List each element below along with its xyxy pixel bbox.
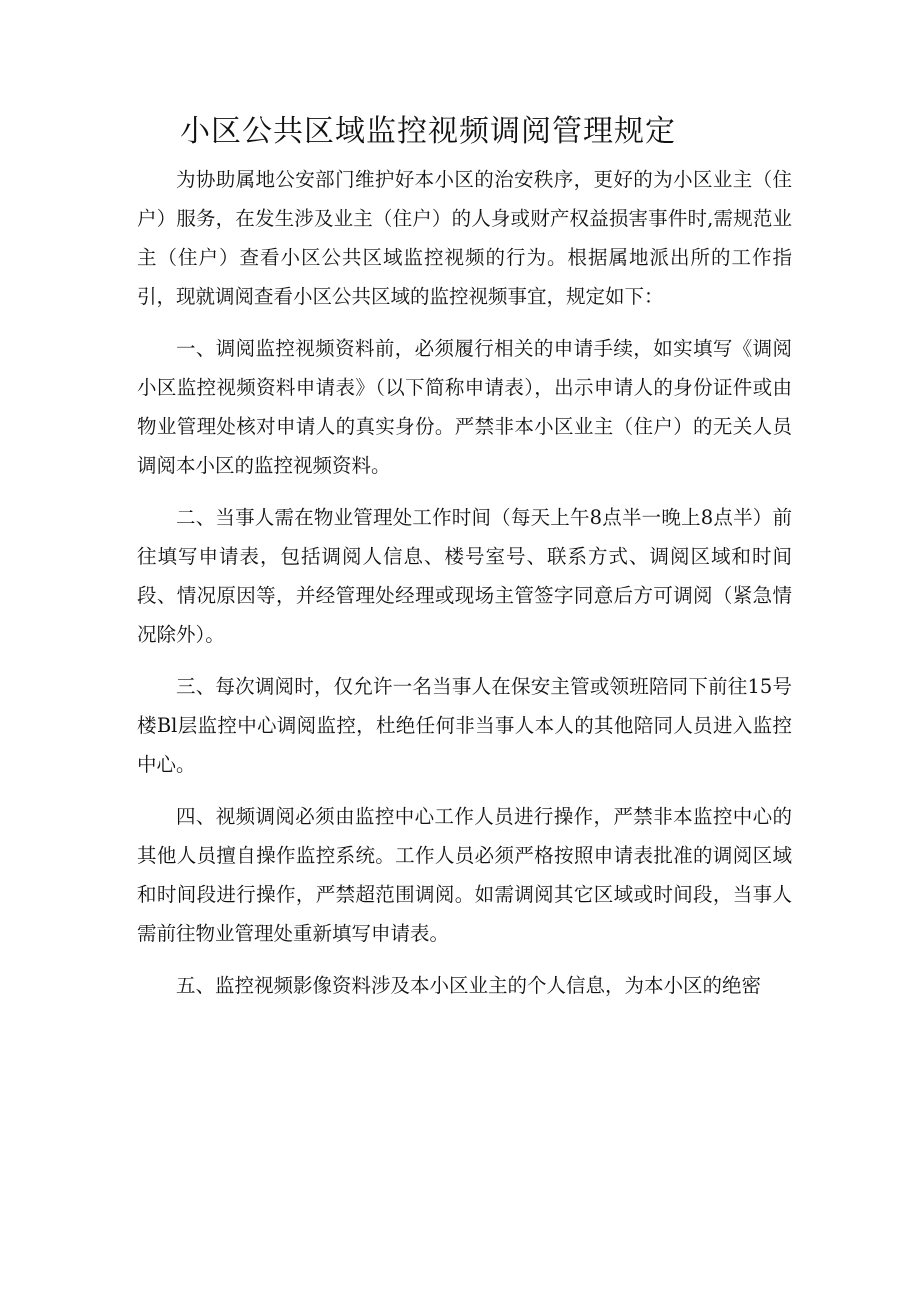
clause-1-paragraph: 一、调阅监控视频资料前，必须履行相关的申请手续，如实填写《调阅小区监控视频资料申请表》（以下简称申请表），出示申请人的身份证件或由物业管理处核对申请人的真实身份。严禁非本小区业主（住户）的无关人员调阅本小区的监控视频资料。 <box>137 337 792 477</box>
document-body <box>137 160 792 1005</box>
clause-4-paragraph: 四、视频调阅必须由监控中心工作人员进行操作，严禁非本监控中心的其他人员擅自操作监控系统。工作人员必须严格按照申请表批准的调阅区域和时间段进行操作，严禁超范围调阅。如需调阅其它区域或时间段，当事人需前往物业管理处重新填写申请表。 <box>137 805 792 945</box>
intro-paragraph: 为协助属地公安部门维护好本小区的治安秩序，更好的为小区业主（住户）服务，在发生涉及业主（住户）的人身或财产权益损害事件时,需规范业主（住户）查看小区公共区域监控视频的行为。根据属地派出所的工作指引，现就调阅查看小区公共区域的监控视频事宜，规定如下： <box>137 168 792 308</box>
clause-3-paragraph: 三、每次调阅时，仅允许一名当事人在保安主管或领班陪同下前往15号楼Bl层监控中心调阅监控，杜绝任何非当事人本人的其他陪同人员进入监控中心。 <box>137 675 792 776</box>
clause-5-paragraph: 五、监控视频影像资料涉及本小区业主的个人信息，为本小区的绝密 <box>176 974 762 997</box>
document-title: 小区公共区域监控视频调阅管理规定 <box>180 114 676 149</box>
clause-2-paragraph: 二、当事人需在物业管理处工作时间（每天上午8点半一晚上8点半）前往填写申请表，包括调阅人信息、楼号室号、联系方式、调阅区域和时间段、情况原因等，并经管理处经理或现场主管签字同意后方可调阅（紧急情况除外）。 <box>137 506 792 646</box>
